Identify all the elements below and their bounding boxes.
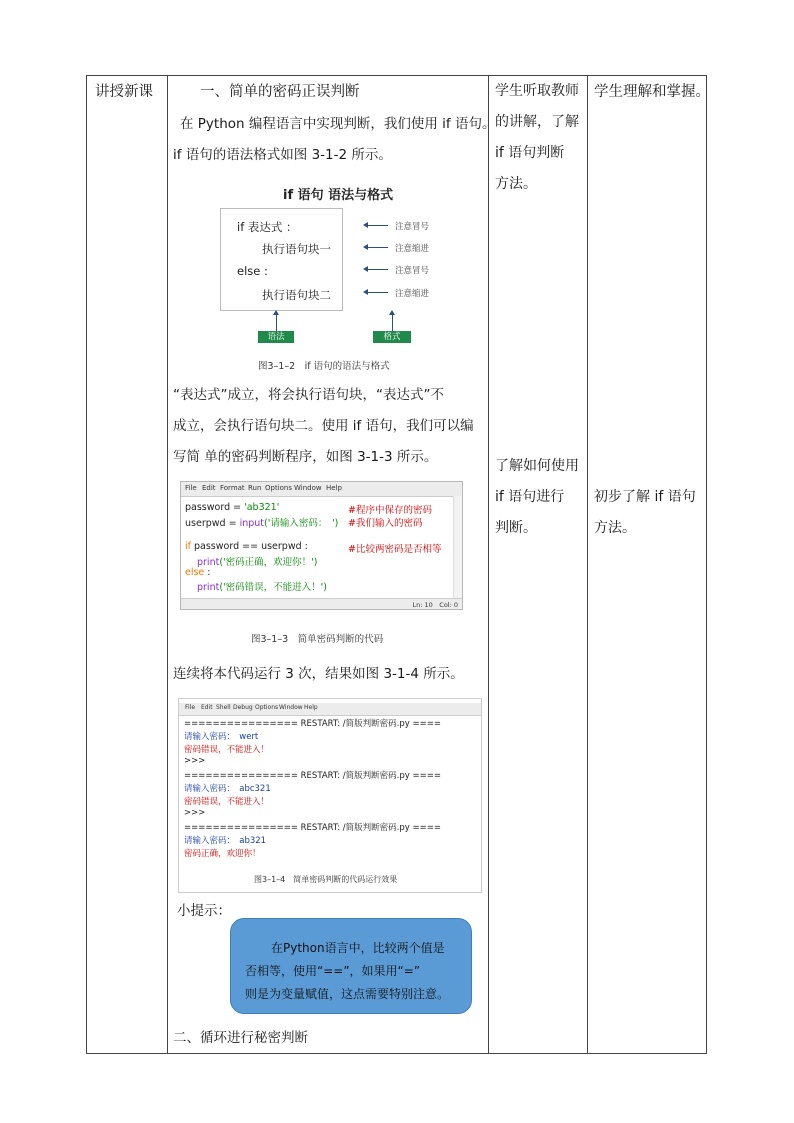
design-intent-2: 初步了解 if 语句 方法。	[594, 489, 696, 536]
figure1-line-3: else :	[237, 264, 268, 278]
tip-line-3: 则是为变量赋值，这点需要特别注意。	[245, 987, 450, 1001]
table-divider-2	[488, 75, 489, 1054]
code-line-6[interactable]: print('密码错误，不能进入！')	[197, 582, 327, 593]
shell-result-3: 密码正确，欢迎你！	[184, 849, 261, 859]
arrow-line-3	[366, 269, 388, 270]
shell-menu-edit[interactable]: Edit	[201, 704, 213, 711]
code-line-5[interactable]: else :	[185, 567, 211, 578]
note-4: 注意缩进	[395, 289, 430, 299]
stage-label: 讲授新课	[95, 84, 153, 100]
code-editor-window	[180, 481, 463, 610]
shell-menu-options[interactable]: Options	[255, 704, 279, 711]
shell-menu-file[interactable]: File	[185, 704, 196, 711]
shell-chevrons-2: >>>	[184, 808, 206, 818]
table-divider-1	[167, 75, 168, 1054]
shell-prompt-1: 请输入密码： wert	[184, 732, 259, 742]
code-comment-1: #程序中保存的密码	[348, 505, 432, 516]
table-divider-3	[587, 75, 588, 1054]
menu-file[interactable]: File	[185, 484, 197, 492]
figure1-line-2: 执行语句块一	[262, 242, 331, 256]
figure1-line-1: if 表达式 ：	[237, 220, 298, 234]
para3: 连续将本代码运行 3 次，结果如图 3-1-4 所示。	[173, 666, 464, 682]
menu-options[interactable]: Options	[265, 484, 293, 492]
table-border-top	[86, 75, 707, 76]
arrow-line-1	[366, 225, 388, 226]
code-line-1[interactable]: password = 'ab321'	[185, 502, 280, 513]
cursor-position: Ln: 10 Col: 0	[412, 601, 458, 609]
para2-line3: 写简 单的密码判断程序，如图 3-1-3 所示。	[173, 449, 438, 465]
shell-menubar	[179, 703, 481, 716]
code-comment-2: #我们输入的密码	[348, 518, 423, 529]
design-intent-1: 学生理解和掌握。	[594, 84, 710, 100]
figure1-line-4: 执行语句块二	[262, 288, 331, 302]
code-line-3[interactable]: if password == userpwd :	[185, 541, 308, 552]
arrow-up-left	[276, 314, 277, 331]
shell-result-1: 密码错误，不能进入！	[184, 745, 270, 755]
shell-chevrons-1: >>>	[184, 756, 206, 766]
shell-window	[178, 698, 482, 893]
note-1: 注意冒号	[395, 222, 430, 232]
table-border-left	[86, 75, 87, 1054]
shell-prompt-3: 请输入密码： ab321	[184, 836, 267, 846]
code-comment-3: #比较两密码是否相等	[348, 544, 442, 555]
heading-1: 一、简单的密码正误判断	[200, 84, 360, 100]
tag-format: 格式	[373, 331, 411, 343]
shell-restart-3: ================ RESTART: /简版判断密码.py ====	[184, 823, 441, 833]
shell-menu-help[interactable]: Help	[304, 704, 318, 711]
tag-syntax: 语法	[258, 331, 294, 343]
menu-format[interactable]: Format	[220, 484, 245, 492]
editor-scrollbar[interactable]	[453, 496, 462, 599]
student-activity-2: 了解如何使用 if 语句进行 判断。	[495, 458, 579, 536]
student-activity-1: 学生听取教师 的讲解，了解 if 语句判断 方法。	[495, 83, 579, 192]
para1-line2: if 语句的语法格式如图 3-1-2 所示。	[173, 147, 392, 163]
heading-2: 二、循环进行秘密判断	[173, 1030, 308, 1046]
table-border-right	[706, 75, 707, 1054]
editor-statusbar	[181, 598, 462, 609]
tip-label: 小提示：	[177, 903, 231, 919]
para2-line2: 成立，会执行语句块二。使用 if 语句，我们可以编	[173, 418, 474, 434]
arrow-up-right	[392, 314, 393, 331]
table-border-bottom	[86, 1053, 707, 1054]
code-line-2[interactable]: userpwd = input('请输入密码： ')	[185, 518, 339, 529]
tip-line-1: 在Python语言中，比较两个值是	[271, 941, 445, 955]
menu-help[interactable]: Help	[326, 484, 342, 492]
tip-line-2: 否相等，使用“==”，如果用“=”	[245, 964, 421, 978]
figure1-title: if 语句 语法与格式	[283, 188, 394, 203]
note-2: 注意缩进	[395, 244, 430, 254]
editor-menubar	[181, 482, 462, 497]
shell-menu-shell[interactable]: Shell	[216, 704, 231, 711]
tip-bubble	[230, 918, 472, 1014]
menu-run[interactable]: Run	[248, 484, 262, 492]
shell-result-2: 密码错误，不能进入！	[184, 797, 270, 807]
figure3-caption: 图3–1–4 简单密码判断的代码运行效果	[254, 875, 398, 884]
figure2-caption: 图3–1–3 简单密码判断的代码	[251, 634, 384, 645]
menu-edit[interactable]: Edit	[202, 484, 216, 492]
shell-prompt-2: 请输入密码： abc321	[184, 784, 271, 794]
para2-line1: “表达式”成立，将会执行语句块，“表达式”不	[173, 387, 444, 403]
arrow-line-2	[366, 247, 388, 248]
figure1-caption: 图3–1–2 if 语句的语法与格式	[258, 361, 390, 372]
shell-restart-2: ================ RESTART: /简版判断密码.py ====	[184, 771, 441, 781]
note-3: 注意冒号	[395, 266, 430, 276]
shell-menu-window[interactable]: Window	[279, 704, 303, 711]
para1-line1: 在 Python 编程语言中实现判断，我们使用 if 语句。	[180, 116, 496, 132]
shell-menu-debug[interactable]: Debug	[233, 704, 253, 711]
code-line-4[interactable]: print('密码正确，欢迎你！')	[197, 557, 318, 568]
arrow-line-4	[366, 292, 388, 293]
menu-window[interactable]: Window	[294, 484, 322, 492]
shell-restart-1: ================ RESTART: /简版判断密码.py ====	[184, 719, 441, 729]
